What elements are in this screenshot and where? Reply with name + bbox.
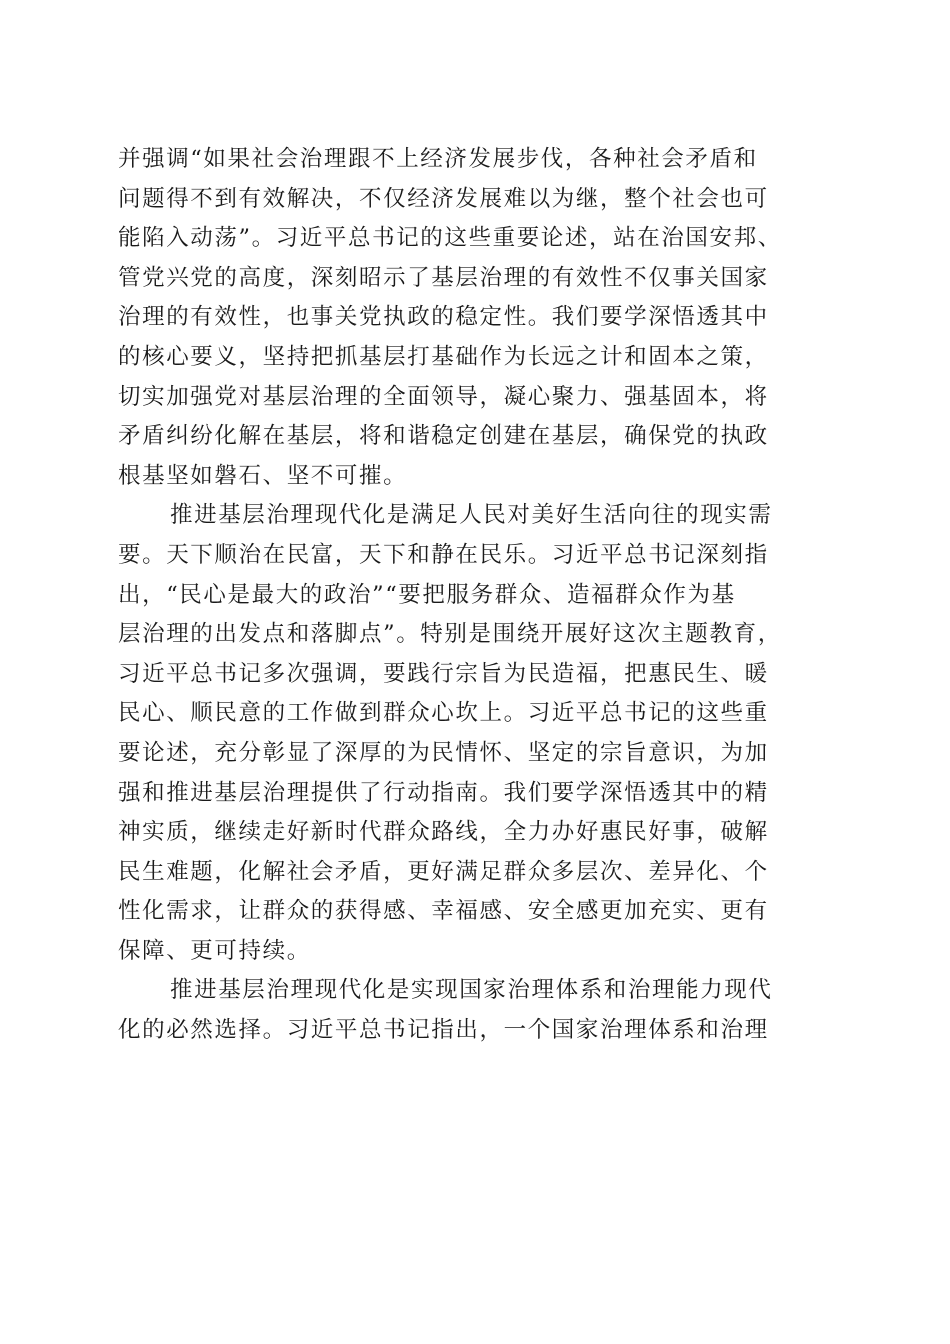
text-line: 层治理的出发点和落脚点”。特别是围绕开展好这次主题教育， bbox=[118, 621, 782, 648]
text-line: 化的必然选择。习近平总书记指出，一个国家治理体系和治理 bbox=[118, 1017, 769, 1044]
text-line: 能陷入动荡”。习近平总书记的这些重要论述，站在治国安邦、 bbox=[118, 225, 782, 252]
text-line: 强和推进基层治理提供了行动指南。我们要学深悟透其中的精 bbox=[118, 779, 769, 806]
text-line: 出，“民心是最大的政治”“要把服务群众、造福群众作为基 bbox=[118, 581, 736, 608]
text-line: 问题得不到有效解决，不仅经济发展难以为继，整个社会也可 bbox=[118, 185, 769, 212]
text-line: 性化需求，让群众的获得感、幸福感、安全感更加充实、更有 bbox=[118, 898, 769, 925]
text-line: 推进基层治理现代化是实现国家治理体系和治理能力现代 bbox=[170, 977, 773, 1004]
text-line: 神实质，继续走好新时代群众路线，全力办好惠民好事，破解 bbox=[118, 819, 769, 846]
text-line: 民心、顺民意的工作做到群众心坎上。习近平总书记的这些重 bbox=[118, 700, 769, 727]
text-line: 推进基层治理现代化是满足人民对美好生活向往的现实需 bbox=[170, 502, 773, 529]
text-line: 并强调“如果社会治理跟不上经济发展步伐，各种社会矛盾和 bbox=[118, 146, 758, 172]
body-text bbox=[118, 140, 838, 1051]
text-line: 的核心要义，坚持把抓基层打基础作为长远之计和固本之策， bbox=[118, 343, 769, 370]
text-line: 要。天下顺治在民富，天下和静在民乐。习近平总书记深刻指 bbox=[118, 541, 769, 568]
text-line: 根基坚如磐石、坚不可摧。 bbox=[118, 462, 408, 489]
text-line: 管党兴党的高度，深刻昭示了基层治理的有效性不仅事关国家 bbox=[118, 264, 769, 291]
text-line: 保障、更可持续。 bbox=[118, 937, 311, 964]
text-line: 矛盾纠纷化解在基层，将和谐稳定创建在基层，确保党的执政 bbox=[118, 423, 769, 450]
paragraph-3 bbox=[118, 971, 838, 1050]
text-line: 治理的有效性，也事关党执政的稳定性。我们要学深悟透其中 bbox=[118, 304, 769, 331]
text-line: 切实加强党对基层治理的全面领导，凝心聚力、强基固本，将 bbox=[118, 383, 769, 410]
text-line: 要论述，充分彰显了深厚的为民情怀、坚定的宗旨意识，为加 bbox=[118, 739, 769, 766]
text-line: 习近平总书记多次强调，要践行宗旨为民造福，把惠民生、暖 bbox=[118, 660, 769, 687]
paragraph-1 bbox=[118, 140, 838, 496]
text-line: 民生难题，化解社会矛盾，更好满足群众多层次、差异化、个 bbox=[118, 858, 769, 885]
paragraph-2 bbox=[118, 496, 838, 971]
